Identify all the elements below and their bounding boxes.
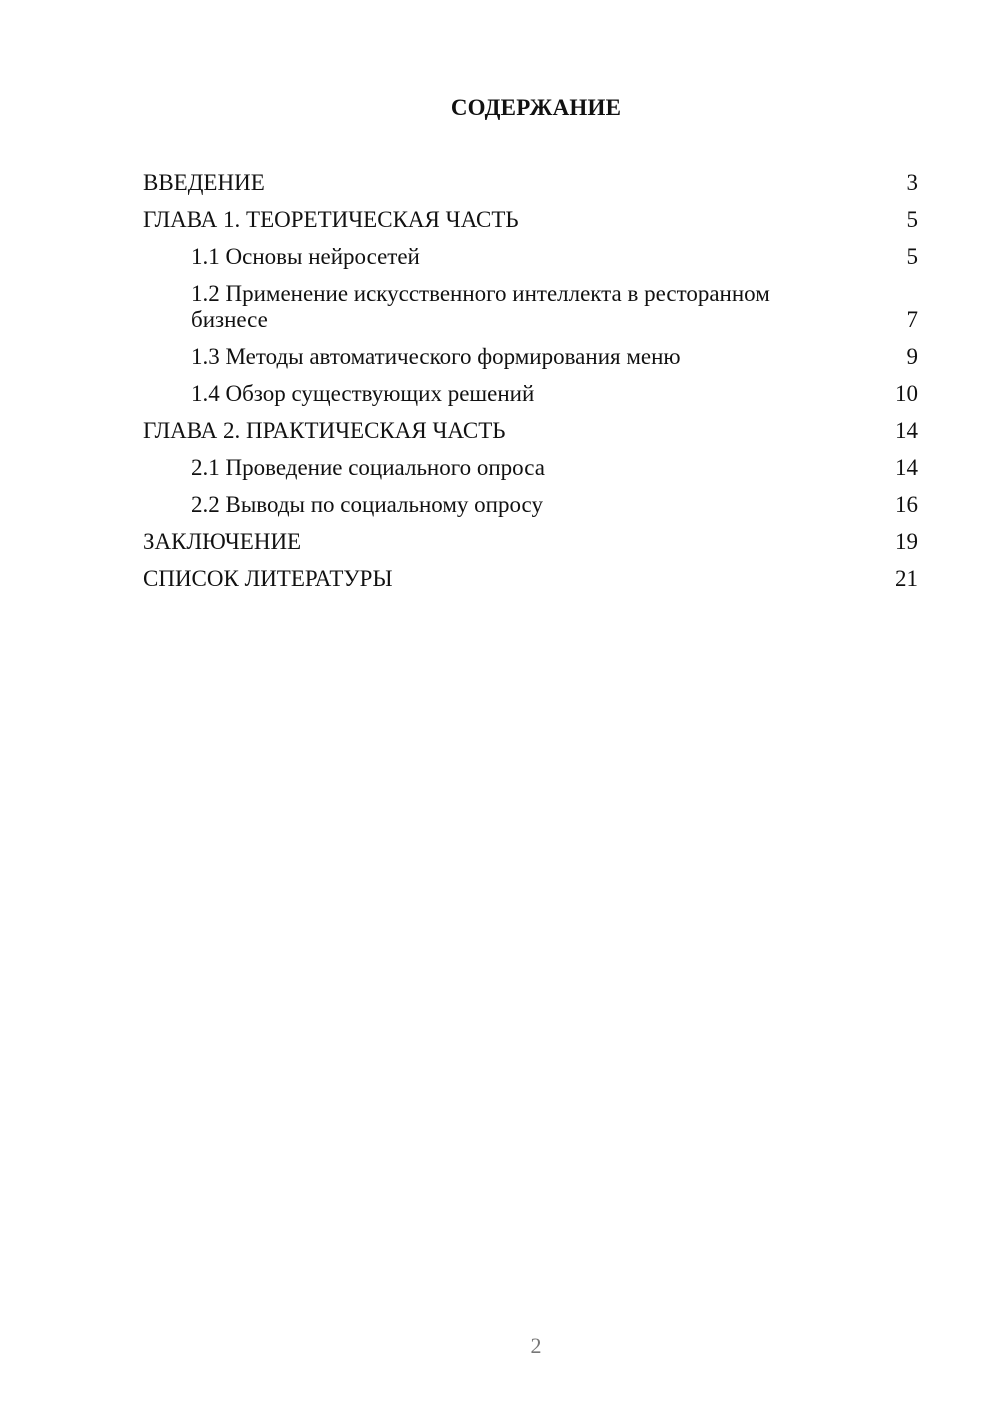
toc-entry-page: 14: [895, 418, 918, 443]
toc-entry-label: ВВЕДЕНИЕ: [143, 170, 265, 195]
toc-entry-conclusion: [143, 529, 918, 555]
toc-entry-page: 3: [906, 170, 918, 195]
toc-entry-section-1-3: [143, 344, 918, 370]
toc-entry-label: СПИСОК ЛИТЕРАТУРЫ: [143, 566, 393, 591]
toc-entry-page: 7: [906, 307, 918, 332]
toc-entry-section-2-1: [143, 455, 918, 481]
toc-entry-section-1-2: [143, 281, 918, 333]
toc-entry-chapter-2: [143, 418, 918, 444]
toc-entry-label: ГЛАВА 1. ТЕОРЕТИЧЕСКАЯ ЧАСТЬ: [143, 207, 519, 232]
toc-entry-label: 1.1 Основы нейросетей: [191, 244, 420, 269]
toc-entry-section-2-2: [143, 492, 918, 518]
page-number: 2: [530, 1333, 542, 1358]
toc-entry-chapter-1: [143, 207, 918, 233]
toc-entry-section-1-4: [143, 381, 918, 407]
toc-entry-label: ЗАКЛЮЧЕНИЕ: [143, 529, 302, 554]
toc-entry-label: 2.1 Проведение социального опроса: [191, 455, 545, 480]
toc-entry-label: 1.2 Применение искусственного интеллекта в ресторанном бизнесе: [191, 281, 770, 332]
toc-entry-page: 19: [895, 529, 918, 554]
table-of-contents: [143, 170, 918, 603]
toc-entry-page: 5: [906, 244, 918, 269]
toc-entry-introduction: [143, 170, 918, 196]
toc-entry-page: 9: [906, 344, 918, 369]
toc-entry-page: 10: [895, 381, 918, 406]
toc-entry-references: [143, 566, 918, 592]
page-title: СОДЕРЖАНИЕ: [450, 95, 622, 120]
toc-entry-section-1-1: [143, 244, 918, 270]
toc-entry-label: ГЛАВА 2. ПРАКТИЧЕСКАЯ ЧАСТЬ: [143, 418, 506, 443]
toc-entry-page: 16: [895, 492, 918, 517]
toc-entry-label: 1.3 Методы автоматического формирования меню: [191, 344, 681, 369]
toc-entry-label: 1.4 Обзор существующих решений: [191, 381, 535, 406]
toc-entry-page: 21: [895, 566, 918, 591]
toc-entry-page: 14: [895, 455, 918, 480]
toc-entry-label: 2.2 Выводы по социальному опросу: [191, 492, 543, 517]
toc-entry-page: 5: [906, 207, 918, 232]
